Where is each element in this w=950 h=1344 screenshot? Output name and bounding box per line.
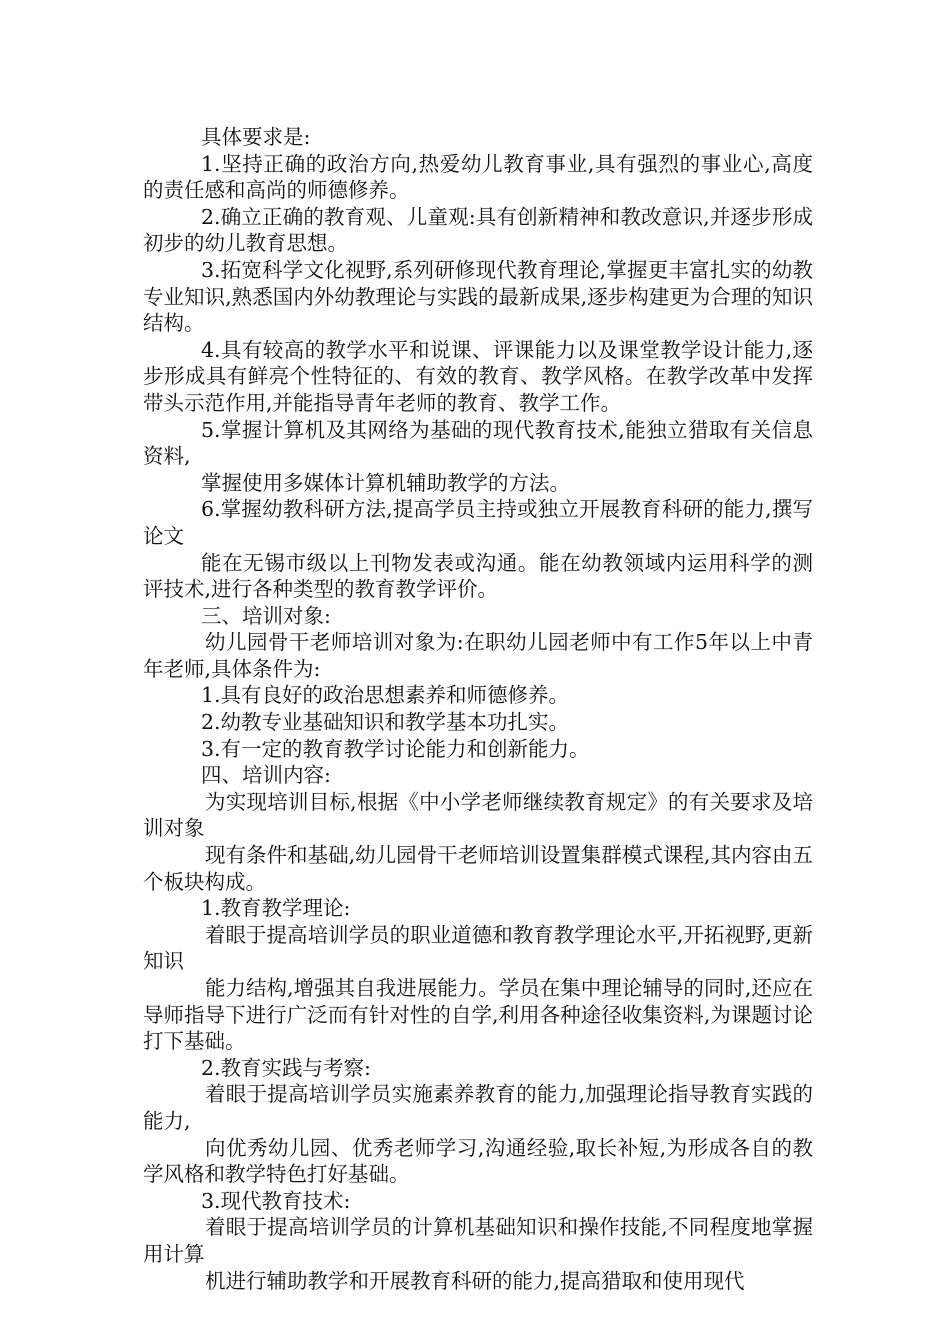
- paragraph: 3.有一定的教育教学讨论能力和创新能力。: [201, 736, 590, 761]
- section-heading: 四、培训内容:: [201, 763, 331, 788]
- paragraph: 2.幼教专业基础知识和教学基本功扎实。: [201, 710, 570, 735]
- subsection-heading: 1.教育教学理论:: [201, 896, 351, 921]
- paragraph: 能力结构,增强其自我进展能力。学员在集中理论辅导的同时,还应在导师指导下进行广泛而有针对性的自学,利用各种途径收集资料,为课题讨论打下基础。: [143, 976, 813, 1054]
- paragraph: 1.坚持正确的政治方向,热爱幼儿教育事业,具有强烈的事业心,高度的责任感和高尚的师德修养。: [143, 151, 813, 203]
- paragraph: 着眼于提高培训学员的计算机基础知识和操作技能,不同程度地掌握用计算: [143, 1215, 813, 1266]
- paragraph: 能在无锡市级以上刊物发表或沟通。能在幼教领域内运用科学的测评技术,进行各种类型的教育教学评价。: [143, 550, 813, 602]
- paragraph: 着眼于提高培训学员的职业道德和教育教学理论水平,开拓视野,更新知识: [143, 922, 813, 974]
- paragraph: 3.拓宽科学文化视野,系列研修现代教育理论,掌握更丰富扎实的幼教专业知识,熟悉国内外幼教理论与实践的最新成果,逐步构建更为合理的知识结构。: [143, 257, 813, 336]
- paragraph: 6.掌握幼教科研方法,提高学员主持或独立开展教育科研的能力,撰写论文: [143, 497, 813, 548]
- subsection-heading: 2.教育实践与考察:: [201, 1055, 371, 1080]
- paragraph: 5.掌握计算机及其网络为基础的现代教育技术,能独立猎取有关信息资料,: [143, 417, 813, 469]
- paragraph: 为实现培训目标,根据《中小学老师继续教育规定》的有关要求及培训对象: [143, 789, 813, 841]
- paragraph: 2.确立正确的教育观、儿童观:具有创新精神和教改意识,并逐步形成初步的幼儿教育思想。: [143, 204, 813, 256]
- section-heading: 三、培训对象:: [201, 603, 331, 628]
- paragraph: 幼儿园骨干老师培训对象为:在职幼儿园老师中有工作5年以上中青年老师,具体条件为:: [143, 630, 813, 681]
- paragraph: 4.具有较高的教学水平和说课、评课能力以及课堂教学设计能力,逐步形成具有鲜亮个性特征的、有效的教育、教学风格。在教学改革中发挥带头示范作用,并能指导青年老师的教育、教学工作。: [143, 337, 813, 415]
- document-body: [143, 124, 813, 1294]
- paragraph: 向优秀幼儿园、优秀老师学习,沟通经验,取长补短,为形成各自的教学风格和教学特色打好基础。: [143, 1135, 813, 1187]
- paragraph: 着眼于提高培训学员实施素养教育的能力,加强理论指导教育实践的能力,: [143, 1082, 813, 1133]
- paragraph: 1.具有良好的政治思想素养和师德修养。: [201, 683, 570, 708]
- paragraph: 掌握使用多媒体计算机辅助教学的方法。: [201, 470, 570, 495]
- paragraph: 具体要求是:: [201, 125, 311, 149]
- paragraph: 现有条件和基础,幼儿园骨干老师培训设置集群模式课程,其内容由五个板块构成。: [143, 843, 813, 894]
- subsection-heading: 3.现代教育技术:: [201, 1188, 351, 1213]
- paragraph: 机进行辅助教学和开展教育科研的能力,提高猎取和使用现代: [205, 1268, 745, 1293]
